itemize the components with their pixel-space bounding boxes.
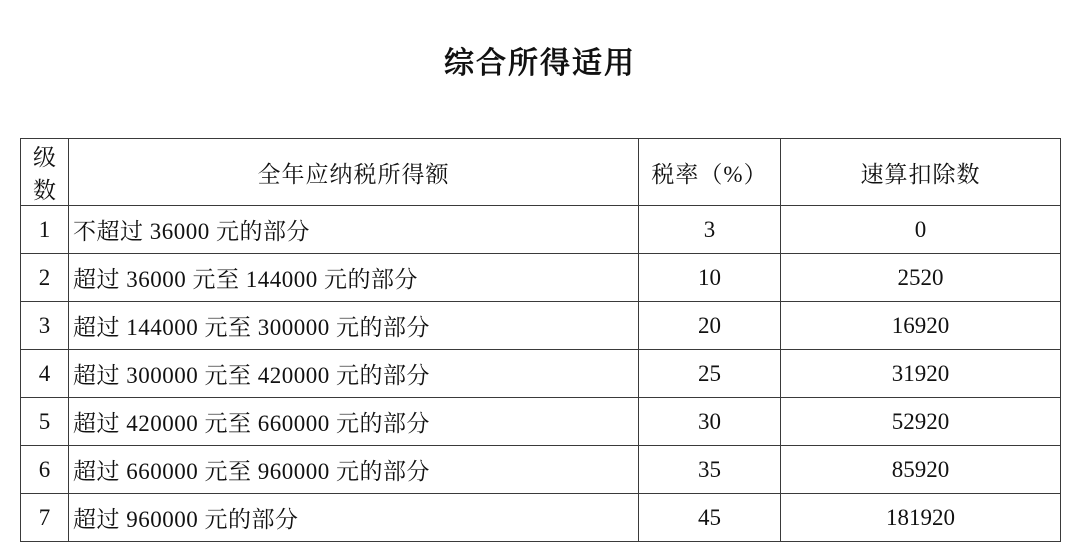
cell-deduction: 31920 — [781, 350, 1061, 398]
tax-rate-table — [20, 138, 1061, 542]
cell-level: 5 — [21, 398, 69, 446]
table-header — [21, 139, 1061, 206]
table-row — [21, 446, 1061, 494]
column-header-range: 全年应纳税所得额 — [69, 139, 639, 206]
table-row — [21, 254, 1061, 302]
cell-rate: 3 — [639, 206, 781, 254]
cell-range: 不超过 36000 元的部分 — [69, 206, 639, 254]
table-row — [21, 398, 1061, 446]
cell-deduction: 181920 — [781, 494, 1061, 542]
cell-rate: 25 — [639, 350, 781, 398]
table-row — [21, 494, 1061, 542]
cell-range: 超过 660000 元至 960000 元的部分 — [69, 446, 639, 494]
table-row — [21, 302, 1061, 350]
table-header-row — [21, 139, 1061, 206]
cell-rate: 30 — [639, 398, 781, 446]
cell-range: 超过 144000 元至 300000 元的部分 — [69, 302, 639, 350]
cell-level: 1 — [21, 206, 69, 254]
cell-rate: 45 — [639, 494, 781, 542]
tax-rate-table-container — [20, 138, 1060, 542]
table-body — [21, 206, 1061, 542]
cell-deduction: 85920 — [781, 446, 1061, 494]
column-header-level: 级数 — [21, 139, 69, 206]
cell-level: 2 — [21, 254, 69, 302]
cell-range: 超过 300000 元至 420000 元的部分 — [69, 350, 639, 398]
cell-deduction: 0 — [781, 206, 1061, 254]
cell-deduction: 2520 — [781, 254, 1061, 302]
column-header-deduction: 速算扣除数 — [781, 139, 1061, 206]
column-header-rate: 税率（%） — [639, 139, 781, 206]
cell-deduction: 52920 — [781, 398, 1061, 446]
cell-rate: 10 — [639, 254, 781, 302]
cell-level: 3 — [21, 302, 69, 350]
cell-level: 4 — [21, 350, 69, 398]
cell-range: 超过 420000 元至 660000 元的部分 — [69, 398, 639, 446]
cell-range: 超过 36000 元至 144000 元的部分 — [69, 254, 639, 302]
cell-rate: 20 — [639, 302, 781, 350]
cell-level: 7 — [21, 494, 69, 542]
cell-range: 超过 960000 元的部分 — [69, 494, 639, 542]
cell-level: 6 — [21, 446, 69, 494]
cell-deduction: 16920 — [781, 302, 1061, 350]
table-row — [21, 206, 1061, 254]
table-row — [21, 350, 1061, 398]
page-title: 综合所得适用 — [444, 47, 636, 80]
cell-rate: 35 — [639, 446, 781, 494]
